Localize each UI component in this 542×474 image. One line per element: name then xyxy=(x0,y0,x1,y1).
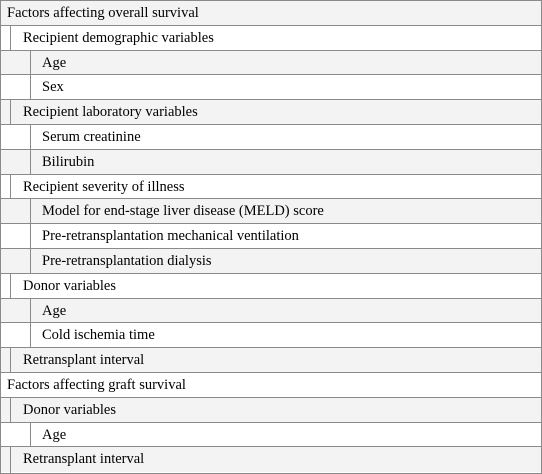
table-row-group xyxy=(1,398,541,423)
row-label: Factors affecting graft survival xyxy=(7,376,186,393)
row-label: Age xyxy=(30,423,541,448)
table-row-item xyxy=(1,125,541,150)
row-label: Recipient severity of illness xyxy=(10,175,541,200)
table-row-group xyxy=(1,100,541,125)
row-label: Pre-retransplantation mechanical ventilation xyxy=(30,224,541,249)
table-row-section-overall xyxy=(1,1,541,26)
table-row-item xyxy=(1,249,541,274)
table-row-item xyxy=(1,423,541,448)
table-row-item xyxy=(1,150,541,175)
row-label: Pre-retransplantation dialysis xyxy=(30,249,541,274)
table-row-item xyxy=(1,224,541,249)
row-label: Cold ischemia time xyxy=(30,323,541,348)
row-label: Recipient demographic variables xyxy=(10,26,541,51)
row-label: Factors affecting overall survival xyxy=(7,5,199,21)
table-row-item xyxy=(1,323,541,348)
row-label: Age xyxy=(30,51,541,76)
table-row-item xyxy=(1,299,541,324)
row-label: Donor variables xyxy=(10,398,541,423)
table-row-item xyxy=(1,199,541,224)
table-row-item xyxy=(1,51,541,76)
row-label: Bilirubin xyxy=(30,150,541,175)
row-label: Model for end-stage liver disease (MELD) score xyxy=(30,199,541,224)
table-row-group xyxy=(1,274,541,299)
table-row-group xyxy=(1,175,541,200)
row-label: Age xyxy=(30,299,541,324)
table-row-group xyxy=(1,348,541,373)
table-row-section-graft xyxy=(1,373,541,398)
table-row-item xyxy=(1,75,541,100)
row-label: Sex xyxy=(30,75,541,100)
row-label: Donor variables xyxy=(10,274,541,299)
table-row-group xyxy=(1,447,541,472)
row-label: Recipient laboratory variables xyxy=(10,100,541,125)
row-label: Retransplant interval xyxy=(10,348,541,373)
row-label: Retransplant interval xyxy=(10,447,541,473)
row-label: Serum creatinine xyxy=(30,125,541,150)
table-row-group xyxy=(1,26,541,51)
